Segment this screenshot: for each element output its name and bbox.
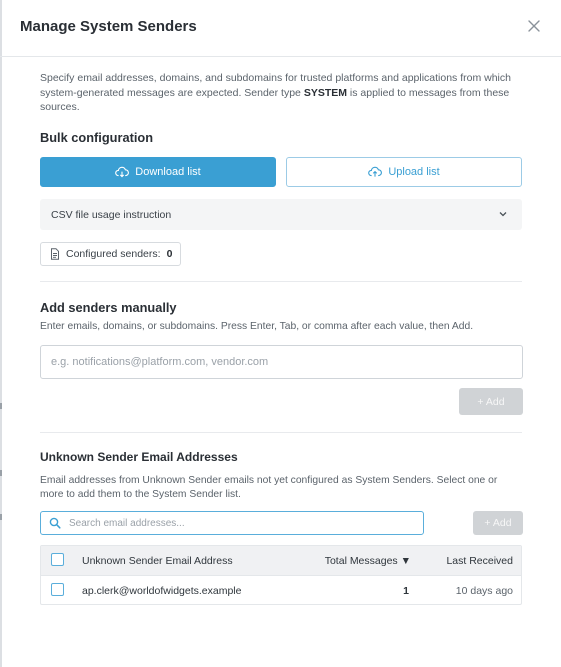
- modal-title: Manage System Senders: [20, 18, 197, 35]
- column-header-last-received: Last Received: [446, 555, 513, 567]
- left-edge-border: [0, 0, 2, 667]
- table-header: [41, 546, 521, 576]
- add-senders-hint: Enter emails, domains, or subdomains. Press Enter, Tab, or comma after each value, then Add.: [40, 321, 474, 332]
- row-email: ap.clerk@worldofwidgets.example: [82, 585, 242, 597]
- edge-tick: [0, 514, 2, 520]
- column-header-email: Unknown Sender Email Address: [82, 555, 233, 567]
- download-list-button[interactable]: [40, 157, 276, 187]
- intro-text: Specify email addresses, domains, and subdomains for trusted platforms and applications from which system-generated messages are expected. Sender type: [40, 72, 511, 99]
- upload-label: Upload list: [388, 166, 440, 178]
- add-unknown-button[interactable]: + Add: [473, 511, 523, 535]
- search-icon: [41, 512, 69, 534]
- unknown-senders-hint: Email addresses from Unknown Sender emails not yet configured as System Senders. Select one or more to add them to the System Sender list.: [40, 475, 498, 500]
- upload-list-button[interactable]: [286, 157, 522, 187]
- intro-description: [40, 71, 522, 115]
- senders-input[interactable]: [40, 345, 523, 379]
- section-divider: [40, 432, 522, 433]
- unknown-senders-table: [40, 545, 522, 605]
- sender-type: SYSTEM: [303, 86, 347, 99]
- chevron-down-icon: [498, 209, 508, 219]
- column-header-total[interactable]: [291, 555, 411, 567]
- edge-tick: [0, 470, 2, 476]
- csv-instruction-label: CSV file usage instruction: [51, 208, 172, 221]
- add-senders-heading: Add senders manually: [40, 300, 177, 315]
- configured-senders-badge: [40, 242, 181, 266]
- intro-text-end: is applied to messages from these sources.: [40, 86, 510, 113]
- row-total-messages: 1: [403, 585, 409, 597]
- edge-tick: [0, 403, 2, 409]
- configured-count: 0: [166, 248, 173, 260]
- section-divider: [40, 281, 522, 282]
- row-checkbox[interactable]: [51, 583, 64, 596]
- close-icon: [524, 16, 544, 36]
- cloud-download-icon: [115, 166, 129, 178]
- email-search[interactable]: [40, 511, 424, 535]
- bulk-configuration-heading: Bulk configuration: [40, 130, 154, 145]
- search-email-input[interactable]: [69, 513, 409, 533]
- unknown-senders-heading: Unknown Sender Email Addresses: [40, 450, 238, 464]
- modal-header: [0, 0, 561, 57]
- add-senders-button[interactable]: + Add: [459, 388, 523, 415]
- download-label: Download list: [135, 166, 201, 178]
- document-icon: [50, 248, 60, 260]
- cloud-upload-icon: [368, 166, 382, 178]
- table-row[interactable]: [41, 576, 521, 605]
- column-header-total-label: Total Messages: [324, 555, 398, 567]
- csv-instruction-accordion[interactable]: [40, 199, 522, 230]
- row-last-received: 10 days ago: [455, 585, 513, 597]
- sort-desc-icon: ▼: [400, 555, 411, 567]
- close-button[interactable]: [524, 16, 544, 36]
- select-all-checkbox[interactable]: [51, 553, 64, 566]
- configured-label: Configured senders:: [66, 248, 161, 260]
